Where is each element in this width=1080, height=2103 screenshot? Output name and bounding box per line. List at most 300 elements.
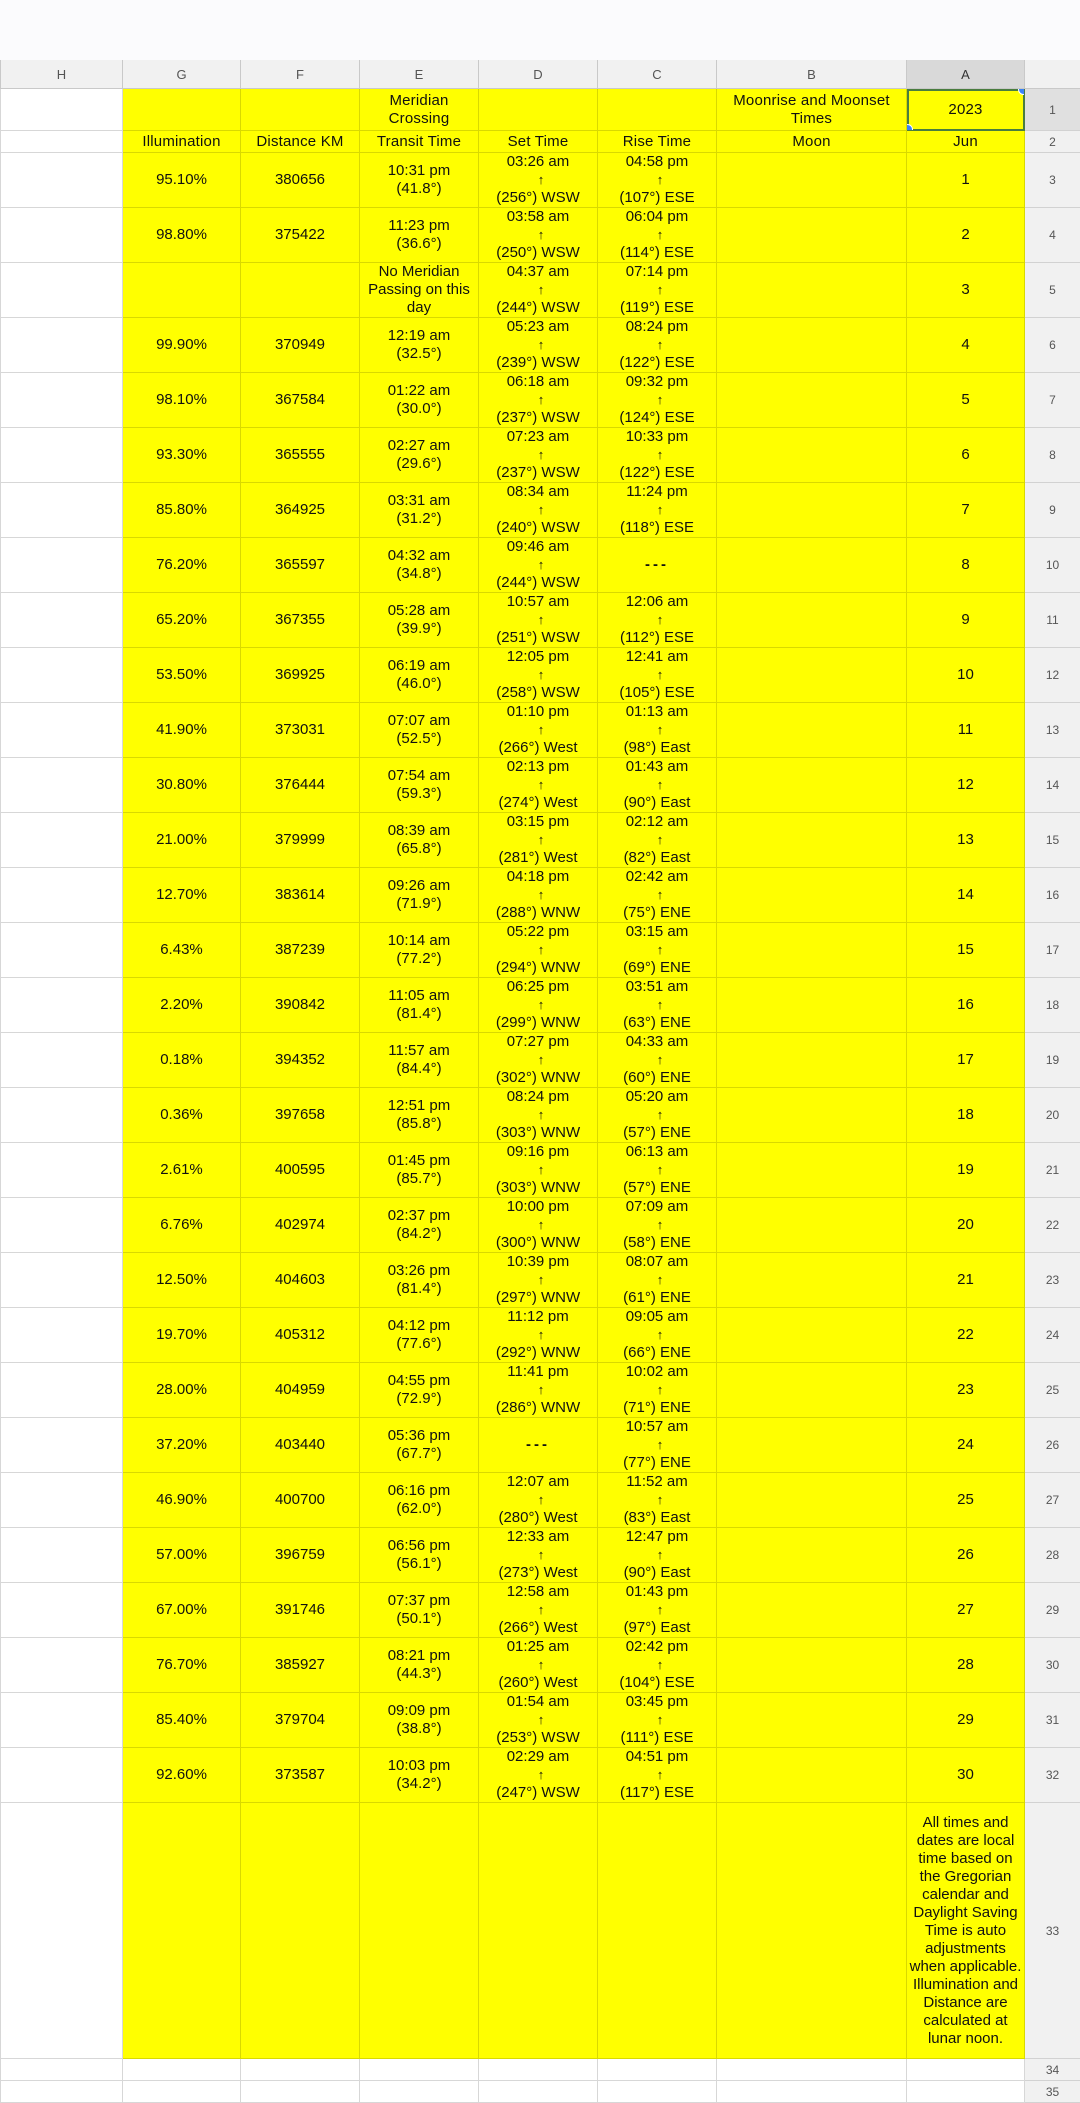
illumination-cell[interactable]: 41.90% [123, 703, 241, 758]
transit-cell[interactable] [360, 1638, 479, 1693]
rise-time-cell[interactable] [598, 1583, 717, 1638]
set-time-cell[interactable] [479, 923, 598, 978]
empty-cell[interactable] [360, 2059, 479, 2081]
cell-d1[interactable] [479, 89, 598, 131]
cell-e33[interactable] [360, 1803, 479, 2059]
set-time-cell[interactable] [479, 648, 598, 703]
illumination-cell[interactable]: 53.50% [123, 648, 241, 703]
rise-time-cell[interactable] [598, 1638, 717, 1693]
header-set-time[interactable]: Set Time [479, 131, 598, 153]
rise-time-cell[interactable] [598, 813, 717, 868]
transit-cell[interactable] [360, 153, 479, 208]
transit-cell[interactable] [360, 1363, 479, 1418]
illumination-cell[interactable]: 6.76% [123, 1198, 241, 1253]
cell-h[interactable] [1, 153, 123, 208]
cell-h[interactable] [1, 318, 123, 373]
row-number[interactable]: 12 [1025, 648, 1080, 703]
column-header-h[interactable]: H [1, 60, 123, 89]
column-header-b[interactable]: B [717, 60, 907, 89]
illumination-cell[interactable]: 67.00% [123, 1583, 241, 1638]
empty-cell[interactable] [479, 2059, 598, 2081]
illumination-cell[interactable]: 37.20% [123, 1418, 241, 1473]
transit-cell[interactable] [360, 1693, 479, 1748]
day-cell[interactable]: 27 [907, 1583, 1025, 1638]
illumination-cell[interactable]: 21.00% [123, 813, 241, 868]
transit-cell[interactable] [360, 538, 479, 593]
distance-cell[interactable]: 383614 [241, 868, 360, 923]
illumination-cell[interactable]: 98.80% [123, 208, 241, 263]
cell-h[interactable] [1, 648, 123, 703]
illumination-cell[interactable]: 92.60% [123, 1748, 241, 1803]
set-time-cell[interactable] [479, 593, 598, 648]
distance-cell[interactable]: 373031 [241, 703, 360, 758]
cell-h[interactable] [1, 1363, 123, 1418]
row-number-2[interactable]: 2 [1025, 131, 1080, 153]
moon-cell[interactable] [717, 1583, 907, 1638]
rise-time-cell[interactable] [598, 538, 717, 593]
illumination-cell[interactable]: 99.90% [123, 318, 241, 373]
day-cell[interactable]: 17 [907, 1033, 1025, 1088]
cell-h[interactable] [1, 208, 123, 263]
rise-time-cell[interactable] [598, 208, 717, 263]
row-number[interactable]: 9 [1025, 483, 1080, 538]
distance-cell[interactable]: 365555 [241, 428, 360, 483]
moon-cell[interactable] [717, 813, 907, 868]
day-cell[interactable]: 5 [907, 373, 1025, 428]
illumination-cell[interactable]: 57.00% [123, 1528, 241, 1583]
set-time-cell[interactable] [479, 1693, 598, 1748]
header-moon[interactable]: Moon [717, 131, 907, 153]
set-time-cell[interactable] [479, 1143, 598, 1198]
moon-cell[interactable] [717, 1143, 907, 1198]
row-number[interactable]: 27 [1025, 1473, 1080, 1528]
set-time-cell[interactable] [479, 428, 598, 483]
cell-h[interactable] [1, 923, 123, 978]
set-time-cell[interactable] [479, 1198, 598, 1253]
empty-cell[interactable] [907, 2059, 1025, 2081]
cell-h[interactable] [1, 1088, 123, 1143]
distance-cell[interactable]: 365597 [241, 538, 360, 593]
set-time-cell[interactable] [479, 1583, 598, 1638]
distance-cell[interactable]: 400700 [241, 1473, 360, 1528]
row-number[interactable]: 25 [1025, 1363, 1080, 1418]
illumination-cell[interactable]: 93.30% [123, 428, 241, 483]
row-number[interactable]: 23 [1025, 1253, 1080, 1308]
distance-cell[interactable]: 391746 [241, 1583, 360, 1638]
row-number[interactable]: 10 [1025, 538, 1080, 593]
empty-cell[interactable] [598, 2081, 717, 2103]
distance-cell[interactable]: 396759 [241, 1528, 360, 1583]
moon-cell[interactable] [717, 153, 907, 208]
rise-time-cell[interactable] [598, 263, 717, 318]
empty-cell[interactable] [360, 2081, 479, 2103]
day-cell[interactable]: 19 [907, 1143, 1025, 1198]
transit-cell[interactable] [360, 758, 479, 813]
set-time-cell[interactable] [479, 483, 598, 538]
column-header-e[interactable]: E [360, 60, 479, 89]
set-time-cell[interactable] [479, 868, 598, 923]
cell-h[interactable] [1, 1418, 123, 1473]
transit-cell[interactable] [360, 978, 479, 1033]
day-cell[interactable]: 12 [907, 758, 1025, 813]
empty-cell[interactable] [241, 2059, 360, 2081]
selection-handle-bottom-left[interactable] [907, 124, 914, 131]
transit-cell[interactable] [360, 263, 479, 318]
cell-f1[interactable] [241, 89, 360, 131]
illumination-cell[interactable]: 2.20% [123, 978, 241, 1033]
column-header-a[interactable]: A [907, 60, 1025, 89]
cell-h1[interactable] [1, 89, 123, 131]
set-time-cell[interactable] [479, 1363, 598, 1418]
cell-h[interactable] [1, 813, 123, 868]
row-number[interactable]: 6 [1025, 318, 1080, 373]
row-number[interactable]: 26 [1025, 1418, 1080, 1473]
cell-h[interactable] [1, 1638, 123, 1693]
distance-cell[interactable]: 370949 [241, 318, 360, 373]
transit-cell[interactable] [360, 1198, 479, 1253]
transit-cell[interactable] [360, 1583, 479, 1638]
distance-cell[interactable]: 373587 [241, 1748, 360, 1803]
day-cell[interactable]: 20 [907, 1198, 1025, 1253]
cell-b1-title[interactable]: Moonrise and Moonset Times [717, 89, 907, 131]
moon-cell[interactable] [717, 1638, 907, 1693]
cell-h[interactable] [1, 1748, 123, 1803]
distance-cell[interactable]: 367355 [241, 593, 360, 648]
cell-h33[interactable] [1, 1803, 123, 2059]
empty-cell[interactable] [1, 2081, 123, 2103]
rise-time-cell[interactable] [598, 1033, 717, 1088]
illumination-cell[interactable]: 19.70% [123, 1308, 241, 1363]
header-distance[interactable]: Distance KM [241, 131, 360, 153]
distance-cell[interactable]: 405312 [241, 1308, 360, 1363]
set-time-cell[interactable] [479, 1033, 598, 1088]
row-number[interactable]: 15 [1025, 813, 1080, 868]
transit-cell[interactable] [360, 1308, 479, 1363]
illumination-cell[interactable]: 12.70% [123, 868, 241, 923]
day-cell[interactable]: 29 [907, 1693, 1025, 1748]
footnote-cell[interactable]: All times and dates are local time based on the Gregorian calendar and Daylight Saving Time is auto adjustments when applicable. Illumination and Distance are calculated at lunar noon. [907, 1803, 1025, 2059]
cell-h[interactable] [1, 1583, 123, 1638]
illumination-cell[interactable]: 2.61% [123, 1143, 241, 1198]
moon-cell[interactable] [717, 1253, 907, 1308]
day-cell[interactable]: 11 [907, 703, 1025, 758]
transit-cell[interactable] [360, 1418, 479, 1473]
column-header-d[interactable]: D [479, 60, 598, 89]
day-cell[interactable]: 24 [907, 1418, 1025, 1473]
empty-cell[interactable] [717, 2081, 907, 2103]
cell-a1-year[interactable] [907, 89, 1025, 131]
set-time-cell[interactable] [479, 1418, 598, 1473]
day-cell[interactable]: 15 [907, 923, 1025, 978]
day-cell[interactable]: 28 [907, 1638, 1025, 1693]
cell-h[interactable] [1, 1308, 123, 1363]
rise-time-cell[interactable] [598, 1143, 717, 1198]
distance-cell[interactable]: 387239 [241, 923, 360, 978]
transit-cell[interactable] [360, 373, 479, 428]
moon-cell[interactable] [717, 428, 907, 483]
cell-b33[interactable] [717, 1803, 907, 2059]
transit-cell[interactable] [360, 923, 479, 978]
row-number[interactable]: 21 [1025, 1143, 1080, 1198]
column-header-c[interactable]: C [598, 60, 717, 89]
row-number-35[interactable]: 35 [1025, 2081, 1080, 2103]
transit-cell[interactable] [360, 1253, 479, 1308]
distance-cell[interactable]: 376444 [241, 758, 360, 813]
illumination-cell[interactable]: 76.20% [123, 538, 241, 593]
set-time-cell[interactable] [479, 153, 598, 208]
set-time-cell[interactable] [479, 1638, 598, 1693]
moon-cell[interactable] [717, 483, 907, 538]
transit-cell[interactable] [360, 1748, 479, 1803]
rise-time-cell[interactable] [598, 923, 717, 978]
day-cell[interactable]: 16 [907, 978, 1025, 1033]
empty-cell[interactable] [123, 2059, 241, 2081]
set-time-cell[interactable] [479, 1308, 598, 1363]
cell-h[interactable] [1, 428, 123, 483]
moon-cell[interactable] [717, 208, 907, 263]
row-number[interactable]: 22 [1025, 1198, 1080, 1253]
rise-time-cell[interactable] [598, 318, 717, 373]
day-cell[interactable]: 6 [907, 428, 1025, 483]
illumination-cell[interactable]: 12.50% [123, 1253, 241, 1308]
set-time-cell[interactable] [479, 1253, 598, 1308]
set-time-cell[interactable] [479, 1473, 598, 1528]
cell-h[interactable] [1, 1253, 123, 1308]
row-number[interactable]: 16 [1025, 868, 1080, 923]
column-header-g[interactable]: G [123, 60, 241, 89]
rise-time-cell[interactable] [598, 703, 717, 758]
rise-time-cell[interactable] [598, 978, 717, 1033]
selection-handle-top-right[interactable] [1018, 89, 1025, 96]
day-cell[interactable]: 13 [907, 813, 1025, 868]
set-time-cell[interactable] [479, 1088, 598, 1143]
cell-h[interactable] [1, 758, 123, 813]
moon-cell[interactable] [717, 1473, 907, 1528]
header-rise-time[interactable]: Rise Time [598, 131, 717, 153]
moon-cell[interactable] [717, 318, 907, 373]
cell-h[interactable] [1, 263, 123, 318]
moon-cell[interactable] [717, 1198, 907, 1253]
empty-cell[interactable] [123, 2081, 241, 2103]
row-number-1[interactable]: 1 [1025, 89, 1080, 131]
header-illumination[interactable]: Illumination [123, 131, 241, 153]
rise-time-cell[interactable] [598, 1253, 717, 1308]
set-time-cell[interactable] [479, 813, 598, 868]
row-number[interactable]: 28 [1025, 1528, 1080, 1583]
moon-cell[interactable] [717, 1693, 907, 1748]
distance-cell[interactable]: 397658 [241, 1088, 360, 1143]
set-time-cell[interactable] [479, 208, 598, 263]
set-time-cell[interactable] [479, 263, 598, 318]
cell-d33[interactable] [479, 1803, 598, 2059]
moon-cell[interactable] [717, 703, 907, 758]
moon-cell[interactable] [717, 868, 907, 923]
illumination-cell[interactable]: 95.10% [123, 153, 241, 208]
distance-cell[interactable]: 394352 [241, 1033, 360, 1088]
day-cell[interactable]: 3 [907, 263, 1025, 318]
row-number[interactable]: 24 [1025, 1308, 1080, 1363]
distance-cell[interactable]: 385927 [241, 1638, 360, 1693]
distance-cell[interactable]: 379704 [241, 1693, 360, 1748]
illumination-cell[interactable]: 30.80% [123, 758, 241, 813]
transit-cell[interactable] [360, 1528, 479, 1583]
day-cell[interactable]: 30 [907, 1748, 1025, 1803]
distance-cell[interactable]: 402974 [241, 1198, 360, 1253]
row-number-34[interactable]: 34 [1025, 2059, 1080, 2081]
transit-cell[interactable] [360, 868, 479, 923]
illumination-cell[interactable]: 85.40% [123, 1693, 241, 1748]
row-number[interactable]: 14 [1025, 758, 1080, 813]
transit-cell[interactable] [360, 1033, 479, 1088]
row-number[interactable]: 5 [1025, 263, 1080, 318]
row-number[interactable]: 11 [1025, 593, 1080, 648]
empty-cell[interactable] [717, 2059, 907, 2081]
cell-h[interactable] [1, 868, 123, 923]
set-time-cell[interactable] [479, 1528, 598, 1583]
moon-cell[interactable] [717, 758, 907, 813]
empty-cell[interactable] [479, 2081, 598, 2103]
row-number[interactable]: 13 [1025, 703, 1080, 758]
distance-cell[interactable]: 400595 [241, 1143, 360, 1198]
cell-h[interactable] [1, 1198, 123, 1253]
illumination-cell[interactable]: 76.70% [123, 1638, 241, 1693]
distance-cell[interactable]: 404959 [241, 1363, 360, 1418]
distance-cell[interactable] [241, 263, 360, 318]
set-time-cell[interactable] [479, 703, 598, 758]
day-cell[interactable]: 22 [907, 1308, 1025, 1363]
illumination-cell[interactable]: 65.20% [123, 593, 241, 648]
illumination-cell[interactable] [123, 263, 241, 318]
distance-cell[interactable]: 367584 [241, 373, 360, 428]
row-number[interactable]: 8 [1025, 428, 1080, 483]
day-cell[interactable]: 2 [907, 208, 1025, 263]
rise-time-cell[interactable] [598, 868, 717, 923]
cell-f33[interactable] [241, 1803, 360, 2059]
column-header-f[interactable]: F [241, 60, 360, 89]
day-cell[interactable]: 21 [907, 1253, 1025, 1308]
row-number[interactable]: 20 [1025, 1088, 1080, 1143]
distance-cell[interactable]: 364925 [241, 483, 360, 538]
day-cell[interactable]: 10 [907, 648, 1025, 703]
moon-cell[interactable] [717, 263, 907, 318]
transit-cell[interactable] [360, 648, 479, 703]
row-number[interactable]: 30 [1025, 1638, 1080, 1693]
cell-h[interactable] [1, 1143, 123, 1198]
row-number[interactable]: 32 [1025, 1748, 1080, 1803]
moon-cell[interactable] [717, 593, 907, 648]
cell-h[interactable] [1, 1473, 123, 1528]
rise-time-cell[interactable] [598, 373, 717, 428]
cell-h[interactable] [1, 978, 123, 1033]
transit-cell[interactable] [360, 208, 479, 263]
rise-time-cell[interactable] [598, 1748, 717, 1803]
moon-cell[interactable] [717, 648, 907, 703]
rise-time-cell[interactable] [598, 1363, 717, 1418]
distance-cell[interactable]: 379999 [241, 813, 360, 868]
rise-time-cell[interactable] [598, 648, 717, 703]
rise-time-cell[interactable] [598, 1088, 717, 1143]
rise-time-cell[interactable] [598, 758, 717, 813]
set-time-cell[interactable] [479, 538, 598, 593]
transit-cell[interactable] [360, 428, 479, 483]
transit-cell[interactable] [360, 483, 479, 538]
illumination-cell[interactable]: 0.18% [123, 1033, 241, 1088]
illumination-cell[interactable]: 6.43% [123, 923, 241, 978]
moon-cell[interactable] [717, 1088, 907, 1143]
row-number[interactable]: 4 [1025, 208, 1080, 263]
day-cell[interactable]: 1 [907, 153, 1025, 208]
rise-time-cell[interactable] [598, 1528, 717, 1583]
cell-h[interactable] [1, 1528, 123, 1583]
row-number[interactable]: 31 [1025, 1693, 1080, 1748]
illumination-cell[interactable]: 98.10% [123, 373, 241, 428]
illumination-cell[interactable]: 85.80% [123, 483, 241, 538]
set-time-cell[interactable] [479, 1748, 598, 1803]
set-time-cell[interactable] [479, 373, 598, 428]
day-cell[interactable]: 7 [907, 483, 1025, 538]
day-cell[interactable]: 18 [907, 1088, 1025, 1143]
distance-cell[interactable]: 404603 [241, 1253, 360, 1308]
cell-g1[interactable] [123, 89, 241, 131]
day-cell[interactable]: 4 [907, 318, 1025, 373]
set-time-cell[interactable] [479, 318, 598, 373]
moon-cell[interactable] [717, 1748, 907, 1803]
cell-h[interactable] [1, 1693, 123, 1748]
moon-cell[interactable] [717, 538, 907, 593]
day-cell[interactable]: 25 [907, 1473, 1025, 1528]
rise-time-cell[interactable] [598, 1418, 717, 1473]
cell-h[interactable] [1, 1033, 123, 1088]
transit-cell[interactable] [360, 1143, 479, 1198]
cell-h[interactable] [1, 538, 123, 593]
day-cell[interactable]: 8 [907, 538, 1025, 593]
moon-cell[interactable] [717, 1308, 907, 1363]
row-number[interactable]: 17 [1025, 923, 1080, 978]
row-number[interactable]: 3 [1025, 153, 1080, 208]
moon-cell[interactable] [717, 978, 907, 1033]
rise-time-cell[interactable] [598, 1308, 717, 1363]
rise-time-cell[interactable] [598, 483, 717, 538]
moon-cell[interactable] [717, 923, 907, 978]
transit-cell[interactable] [360, 318, 479, 373]
transit-cell[interactable] [360, 813, 479, 868]
row-number[interactable]: 18 [1025, 978, 1080, 1033]
empty-cell[interactable] [907, 2081, 1025, 2103]
row-number[interactable]: 29 [1025, 1583, 1080, 1638]
cell-e1-meridian-crossing[interactable]: Meridian Crossing [360, 89, 479, 131]
cell-h[interactable] [1, 593, 123, 648]
cell-h[interactable] [1, 703, 123, 758]
transit-cell[interactable] [360, 1088, 479, 1143]
distance-cell[interactable]: 369925 [241, 648, 360, 703]
rise-time-cell[interactable] [598, 593, 717, 648]
cell-g33[interactable] [123, 1803, 241, 2059]
cell-h[interactable] [1, 373, 123, 428]
header-month[interactable]: Jun [907, 131, 1025, 153]
moon-cell[interactable] [717, 373, 907, 428]
distance-cell[interactable]: 380656 [241, 153, 360, 208]
distance-cell[interactable]: 390842 [241, 978, 360, 1033]
day-cell[interactable]: 9 [907, 593, 1025, 648]
cell-h2[interactable] [1, 131, 123, 153]
illumination-cell[interactable]: 28.00% [123, 1363, 241, 1418]
day-cell[interactable]: 14 [907, 868, 1025, 923]
day-cell[interactable]: 26 [907, 1528, 1025, 1583]
cell-h[interactable] [1, 483, 123, 538]
distance-cell[interactable]: 375422 [241, 208, 360, 263]
row-number[interactable]: 19 [1025, 1033, 1080, 1088]
transit-cell[interactable] [360, 1473, 479, 1528]
